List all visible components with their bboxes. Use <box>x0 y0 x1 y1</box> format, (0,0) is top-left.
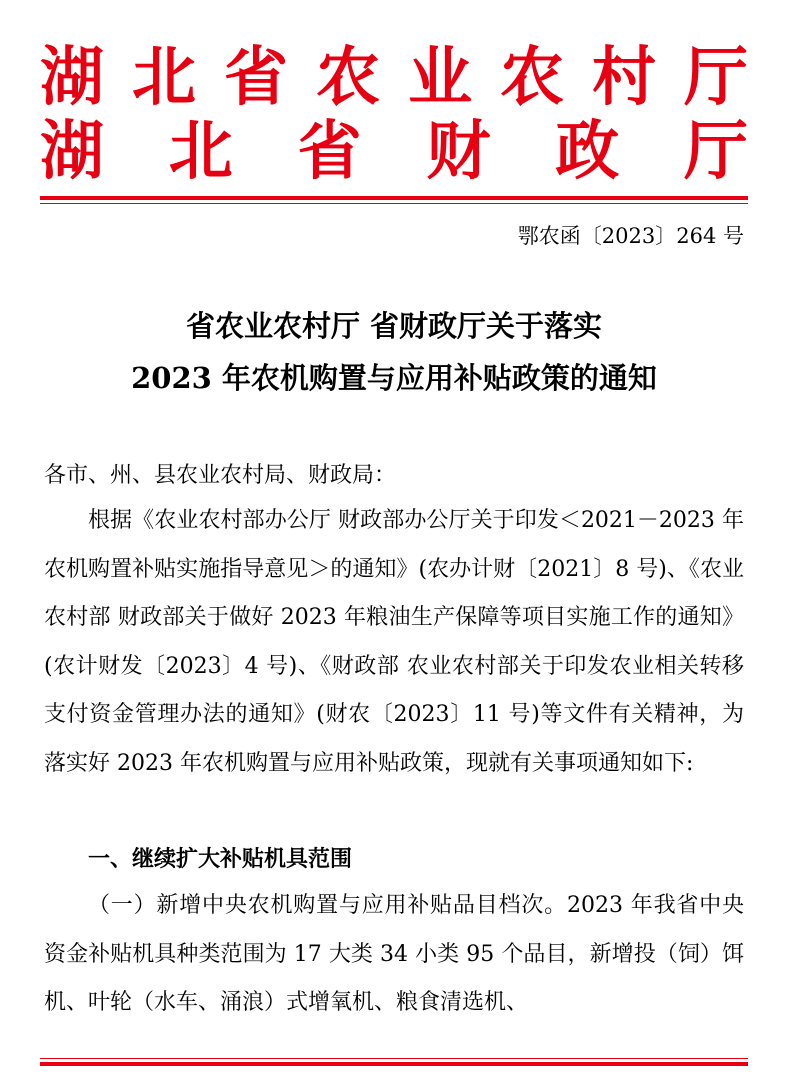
red-divider-top-thin <box>40 203 748 204</box>
document-number: 鄂农函〔2023〕264 号 <box>517 224 744 248</box>
issuer-char: 业 <box>408 40 472 115</box>
issuer-char: 政 <box>555 114 620 189</box>
body-paragraph: （一）新增中央农机购置与应用补贴品目档次。2023 年我省中央资金补贴机具种类范围为 17 大类 34 小类 95 个品目，新增投（饲）饵机、叶轮（水车、涌浪）式增氧机、粮食清选机、 <box>44 893 744 1015</box>
red-divider-bottom-thin <box>40 1058 748 1059</box>
issuer-char: 湖 <box>40 40 104 115</box>
issuer-char: 厅 <box>684 40 748 115</box>
document-title-line2: 2023 年农机购置与应用补贴政策的通知 <box>131 361 657 395</box>
red-divider-bottom-thick <box>40 1062 748 1066</box>
issuer-line-finance <box>40 100 748 204</box>
issuer-char: 北 <box>132 40 196 115</box>
issuer-char: 湖 <box>40 114 104 189</box>
document-title-line1: 省农业农村厅 省财政厅关于落实 <box>185 309 603 343</box>
issuer-char: 省 <box>224 40 288 115</box>
body-paragraph: 根据《农业农村部办公厅 财政部办公厅关于印发＜2021－2023 年农机购置补贴实施指导意见＞的通知》(农办计财〔2021〕8 号)、《农业农村部 财政部关于做好 2023 年粮油生产保障等项目实施工作的通知》(农计财发〔2023〕4 号)、《财政部 农业农村部关于印发农业相关转移支付资金管理办法的通知》(财农〔2023〕11 号)等文件有关精神，为落实好 2023 年农机购置与应用补贴政策，现就有关事项通知如下: <box>44 508 744 776</box>
issuer-char: 农 <box>316 40 380 115</box>
issuer-char: 农 <box>500 40 564 115</box>
issuer-char: 厅 <box>683 114 748 189</box>
section-heading: 一、继续扩大补贴机具范围 <box>88 847 353 872</box>
issuer-char: 财 <box>426 114 491 189</box>
issuer-char: 北 <box>168 114 233 189</box>
addressee: 各市、州、县农业农村局、财政局： <box>44 463 397 488</box>
red-divider-top-thick <box>40 196 748 200</box>
issuer-char: 省 <box>297 114 362 189</box>
issuer-char: 村 <box>592 40 656 115</box>
